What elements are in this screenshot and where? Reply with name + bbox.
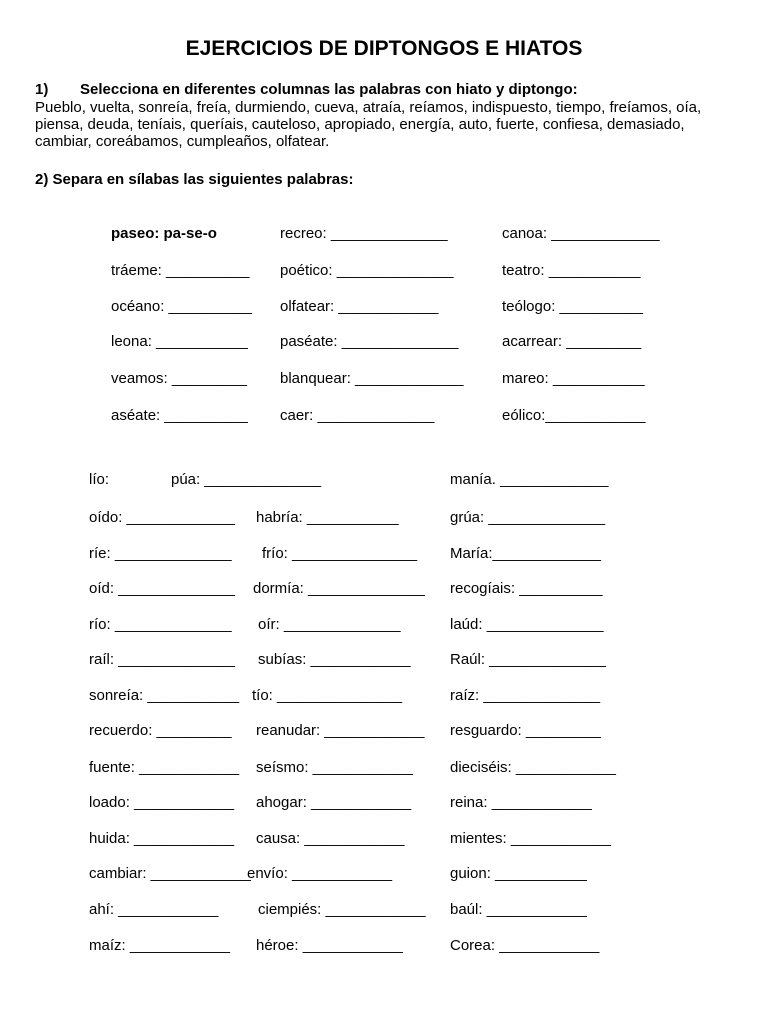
exercise-item: causa: ____________ (256, 830, 405, 847)
exercise-item: Corea: ____________ (450, 937, 600, 954)
exercise-item: grúa: ______________ (450, 509, 606, 526)
exercise-item: dieciséis: ____________ (450, 759, 616, 776)
exercise-item: subías: ____________ (258, 651, 411, 668)
exercise-item: oído: _____________ (89, 509, 235, 526)
exercise-item: olfatear: ____________ (280, 298, 439, 315)
exercise-item: fuente: ____________ (89, 759, 240, 776)
exercise-item: héroe: ____________ (256, 937, 403, 954)
question-1-word-list (35, 99, 735, 150)
exercise-item: océano: __________ (111, 298, 252, 315)
exercise-item: aséate: __________ (111, 407, 248, 424)
exercise-item: leona: ___________ (111, 333, 248, 350)
exercise-item: manía. _____________ (450, 471, 609, 488)
exercise-item: ahí: ____________ (89, 901, 219, 918)
exercise-item: sonreía: ___________ (89, 687, 240, 704)
exercise-item: recogíais: __________ (450, 580, 603, 597)
exercise-item: reina: ____________ (450, 794, 592, 811)
exercise-item: María:_____________ (450, 545, 601, 562)
exercise-item: loado: ____________ (89, 794, 235, 811)
exercise-item: habría: ___________ (256, 509, 399, 526)
exercise-item: ahogar: ____________ (256, 794, 412, 811)
exercise-item: recuerdo: _________ (89, 722, 232, 739)
exercise-item: Raúl: ______________ (450, 651, 606, 668)
exercise-item: blanquear: _____________ (280, 370, 464, 387)
page-title: EJERCICIOS DE DIPTONGOS E HIATOS (185, 37, 583, 60)
exercise-item: resguardo: _________ (450, 722, 601, 739)
exercise-item: eólico:____________ (502, 407, 646, 424)
exercise-item: huida: ____________ (89, 830, 235, 847)
exercise-item: teatro: ___________ (502, 262, 641, 279)
exercise-item: ríe: ______________ (89, 545, 232, 562)
question-2-heading: 2) Separa en sílabas las siguientes palabras: (35, 171, 354, 188)
exercise-item: tío: _______________ (252, 687, 403, 704)
exercise-item: cambiar: ____________ (89, 865, 251, 882)
exercise-item: ciempiés: ____________ (258, 901, 426, 918)
exercise-item: laúd: ______________ (450, 616, 604, 633)
exercise-item: guion: ___________ (450, 865, 587, 882)
exercise-item: acarrear: _________ (502, 333, 642, 350)
exercise-item: mientes: ____________ (450, 830, 611, 847)
exercise-item: seísmo: ____________ (256, 759, 413, 776)
exercise-item: oíd: ______________ (89, 580, 235, 597)
exercise-item: maíz: ____________ (89, 937, 230, 954)
exercise-item: tráeme: __________ (111, 262, 250, 279)
question-1-heading (35, 81, 578, 98)
exercise-item: púa: ______________ (171, 471, 322, 488)
exercise-item: recreo: ______________ (280, 225, 448, 242)
example-answer: paseo: pa-se-o (111, 225, 217, 242)
exercise-item: poético: ______________ (280, 262, 454, 279)
exercise-item: lío: (89, 471, 110, 488)
exercise-item: envío: ____________ (247, 865, 393, 882)
exercise-item: oír: ______________ (258, 616, 401, 633)
word-list-line: piensa, deuda, teníais, queríais, cauteloso, apropiado, energía, auto, fuerte, confiesa, demasiado, (35, 116, 685, 133)
word-list-line: Pueblo, vuelta, sonreía, freía, durmiendo, cueva, atraía, reíamos, indispuesto, tiempo, freíamos, oía, (35, 99, 702, 116)
exercise-item: río: ______________ (89, 616, 232, 633)
exercise-item: raíz: ______________ (450, 687, 601, 704)
exercise-item: mareo: ___________ (502, 370, 645, 387)
exercise-item: raíl: ______________ (89, 651, 235, 668)
exercise-item: frío: _______________ (262, 545, 418, 562)
exercise-item: teólogo: __________ (502, 298, 643, 315)
exercise-item: veamos: _________ (111, 370, 247, 387)
question-1-number: 1) (35, 81, 49, 98)
word-list-line: cambiar, coreábamos, cumpleaños, olfatear. (35, 133, 330, 150)
exercise-item: dormía: ______________ (253, 580, 425, 597)
question-1-text: Selecciona en diferentes columnas las palabras con hiato y diptongo: (80, 81, 578, 98)
exercise-item: canoa: _____________ (502, 225, 660, 242)
exercise-item: paséate: ______________ (280, 333, 459, 350)
exercise-item: baúl: ____________ (450, 901, 587, 918)
exercise-item: caer: ______________ (280, 407, 435, 424)
exercise-item: reanudar: ____________ (256, 722, 425, 739)
